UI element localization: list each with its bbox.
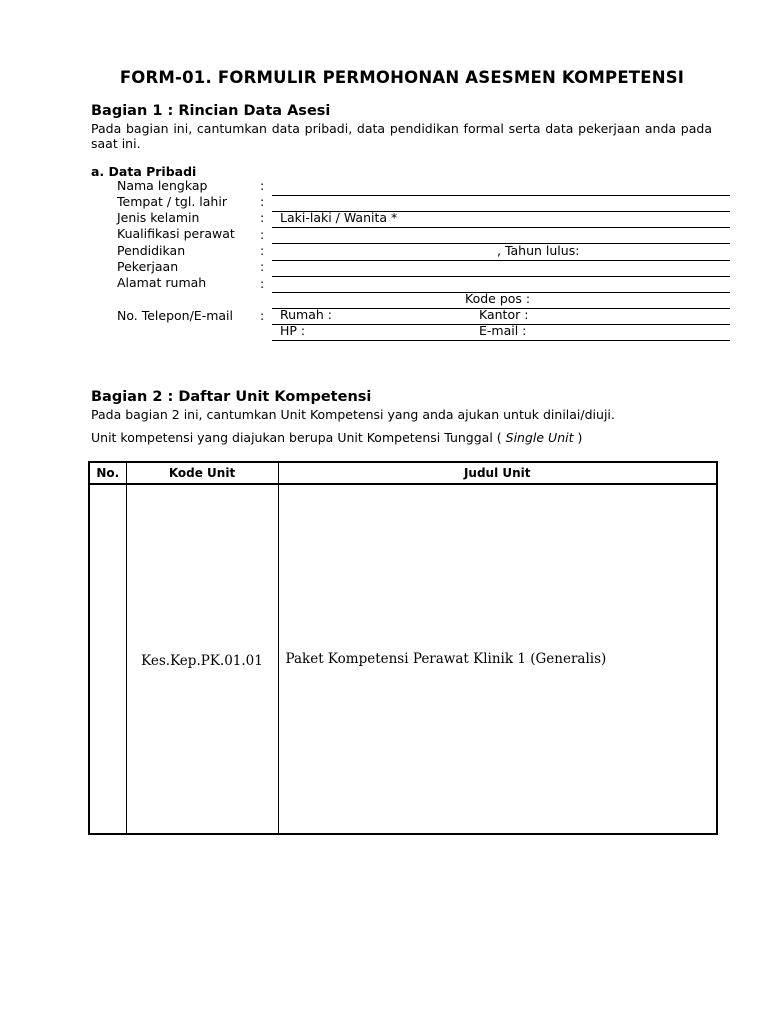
colon: : — [260, 243, 265, 258]
colon: : — [260, 308, 265, 323]
label-jenis-kelamin: Jenis kelamin — [117, 210, 200, 225]
label-rumah: Rumah : — [280, 307, 332, 322]
label-kantor: Kantor : — [479, 307, 529, 322]
unit-type-note — [91, 430, 582, 445]
label-nama: Nama lengkap — [117, 178, 208, 193]
field-jenis-kelamin[interactable]: Laki-laki / Wanita * — [280, 210, 398, 225]
section2-heading: Bagian 2 : Daftar Unit Kompetensi — [91, 389, 372, 405]
header-kode-unit: Kode Unit — [126, 462, 278, 484]
label-hp: HP : — [280, 323, 306, 338]
header-no: No. — [89, 462, 126, 484]
form-title: FORM-01. FORMULIR PERMOHONAN ASESMEN KOMPETENSI — [119, 68, 685, 87]
underline-nama — [272, 195, 730, 196]
unit-type-note-suffix: ) — [573, 430, 583, 445]
label-kualifikasi: Kualifikasi perawat — [117, 226, 235, 241]
table-row — [89, 484, 717, 834]
section1-heading: Bagian 1 : Rincian Data Asesi — [91, 103, 331, 119]
table-header-row — [89, 462, 717, 484]
unit-type-note-italic: Single Unit — [505, 430, 574, 445]
colon: : — [260, 210, 265, 225]
underline-hp-email — [272, 340, 730, 341]
colon: : — [260, 178, 265, 193]
colon: : — [260, 259, 265, 274]
label-alamat: Alamat rumah — [117, 275, 207, 290]
cell-judul-unit[interactable]: Paket Kompetensi Perawat Klinik 1 (Generalis) — [278, 484, 717, 834]
section1-description: Pada bagian ini, cantumkan data pribadi, data pendidikan formal serta data pekerjaan anda pada saat ini. — [91, 121, 712, 151]
personal-data-heading: a. Data Pribadi — [91, 164, 197, 179]
label-email: E-mail : — [479, 323, 527, 338]
label-pendidikan: Pendidikan — [117, 243, 186, 258]
cell-no[interactable] — [89, 484, 126, 834]
label-ttl: Tempat / tgl. lahir — [117, 194, 227, 209]
label-tahun-lulus: , Tahun lulus: — [497, 243, 580, 258]
header-judul-unit: Judul Unit — [278, 462, 717, 484]
unit-type-note-prefix: Unit kompetensi yang diajukan berupa Unit Kompetensi Tunggal ( — [91, 430, 506, 445]
label-kode-pos: Kode pos : — [465, 291, 531, 306]
colon: : — [260, 227, 265, 242]
underline-pekerjaan — [272, 276, 730, 277]
underline-pendidikan — [272, 260, 730, 261]
colon: : — [260, 276, 265, 291]
underline-jenis-kelamin — [272, 227, 730, 228]
label-pekerjaan: Pekerjaan — [117, 259, 179, 274]
competency-unit-table — [88, 461, 718, 835]
cell-kode-unit[interactable]: Kes.Kep.PK.01.01 — [126, 484, 278, 834]
colon: : — [260, 194, 265, 209]
section2-description: Pada bagian 2 ini, cantumkan Unit Kompetensi yang anda ajukan untuk dinilai/diuji. — [91, 407, 615, 422]
label-telepon: No. Telepon/E-mail — [117, 308, 233, 323]
